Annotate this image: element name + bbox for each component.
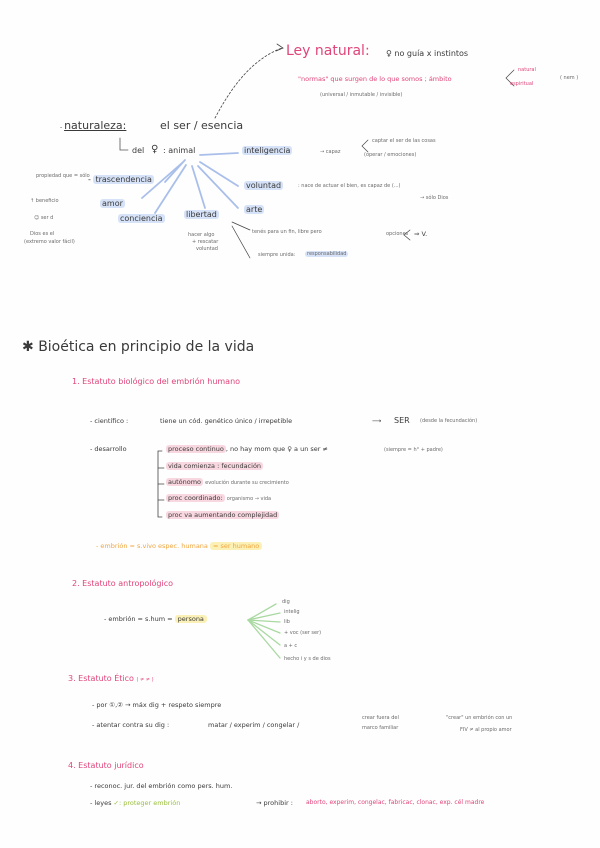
s3-crear-2: marco familiar xyxy=(362,725,399,731)
s3-line-2: - atentar contra su dig : xyxy=(92,721,170,729)
s2-item-1: dig xyxy=(282,599,290,605)
espiritual-label: espiritual xyxy=(510,81,534,87)
desarrollo-label-text: desarrollo xyxy=(94,445,127,453)
s3-title-text: 3. Estatuto Ético xyxy=(68,674,134,683)
desarrollo-item-3 xyxy=(166,479,289,486)
d1-text: proceso continuo xyxy=(168,445,224,453)
desarrollo-label: - desarrollo xyxy=(90,445,127,453)
d1b-text: , no hay mom que ♀ a un ser ≠ xyxy=(225,445,328,453)
node-conciencia xyxy=(118,215,165,223)
s2-text-value: embrión = s.hum = xyxy=(108,615,173,623)
bioetica-title: ✱ Bioética en principio de la vida xyxy=(22,339,255,355)
embrion-line-a: embrión = s.vivo espec. humana xyxy=(100,542,208,550)
trascendencia-text: trascendencia xyxy=(95,175,152,184)
s4-leyes: leyes xyxy=(94,799,112,807)
s4-prohibir: → prohibir : xyxy=(256,799,293,807)
s1-title: 1. Estatuto biológico del embrión humano xyxy=(72,377,241,386)
node-amor xyxy=(100,200,125,208)
dios-es-el-note: Dios es el xyxy=(30,231,55,237)
s4-line-1-text: reconoc. jur. del embrión como pers. hum. xyxy=(94,782,233,790)
libertad-end: ⇒ V. xyxy=(414,230,428,238)
ley-natural-title: Ley natural: xyxy=(286,43,370,59)
libertad-text: libertad xyxy=(186,210,217,219)
s3-options: matar / experim / congelar / xyxy=(208,721,300,729)
libertad-sub-2: + rescatar xyxy=(192,239,219,245)
desarrollo-item-1-note: (siempre = h° + padre) xyxy=(384,447,443,453)
beneficio-note: ↑ beneficio xyxy=(30,198,59,204)
siempre-unida: siempre unida: xyxy=(258,252,296,258)
persona-text: persona xyxy=(175,615,207,623)
inteligencia-text: inteligencia xyxy=(244,146,291,155)
s3-title xyxy=(68,675,154,683)
ser-note: (desde la fecundación) xyxy=(420,418,478,424)
ley-natural-desc xyxy=(386,50,468,58)
naturaleza-label: naturaleza: xyxy=(64,119,127,132)
desarrollo-item-4 xyxy=(166,495,271,502)
ser-arrow: ⟶ xyxy=(372,417,382,425)
responsabilidad-note xyxy=(305,252,348,257)
animal-label: : animal xyxy=(163,146,196,155)
ser-label: SER xyxy=(394,416,410,425)
node-voluntad xyxy=(244,182,283,190)
s4-line-2: - leyes ✓: proteger embrión xyxy=(90,799,181,807)
capaz-line-1: captar el ser de las cosas xyxy=(372,138,436,144)
node-inteligencia xyxy=(242,147,292,155)
ser-d-text: ser d xyxy=(40,215,54,221)
embrion-line-b: = ser humano xyxy=(210,542,262,550)
voluntad-text: voluntad xyxy=(246,181,282,190)
arte-text: arte xyxy=(246,205,263,214)
d4-text: proc coordinado: xyxy=(168,494,223,502)
s4-title: 4. Estatuto jurídico xyxy=(68,761,144,770)
d4b-text: organismo → vida xyxy=(226,496,272,502)
s4-line-1: - reconoc. jur. del embrión como pers. hum. xyxy=(90,782,233,790)
libertad-opts: opciones xyxy=(386,231,409,237)
s2-title: 2. Estatuto antropológico xyxy=(72,579,174,588)
person-icon: ♀ xyxy=(386,49,392,58)
s2-item-4: + voc (ser ser) xyxy=(284,630,322,636)
desarrollo-item-1 xyxy=(166,446,328,453)
del-label: del xyxy=(132,146,145,155)
desarrollo-item-2 xyxy=(166,463,263,470)
propiedad-note: propiedad que = sólo xyxy=(36,173,90,179)
d3-text: autónomo xyxy=(168,478,202,486)
libertad-sub-1: hacer algo xyxy=(188,232,215,238)
embrion-line: - embrión = s.vivo espec. humana = ser humano xyxy=(96,543,262,550)
ser-esencia: el ser / esencia xyxy=(160,119,244,132)
cientifico-label-text: científico : xyxy=(94,417,129,425)
s3-sub: ( ≠ ≠ ) xyxy=(136,677,154,683)
s2-item-2: intelig xyxy=(284,609,300,615)
conciencia-text: conciencia xyxy=(120,214,163,223)
node-arte xyxy=(244,206,264,214)
s3-line-1: - por ①,② → máx dig + respeto siempre xyxy=(92,701,222,709)
d5-text: proc va aumentando complejidad xyxy=(168,511,278,519)
libertad-sub-3: voluntad xyxy=(196,246,218,252)
s4-proteger: ✓: proteger embrión xyxy=(113,799,181,807)
person-symbol-icon: ♀ xyxy=(151,144,159,155)
libertad-desc: tenés para un fin, libre pero xyxy=(252,229,322,235)
node-libertad xyxy=(184,211,219,219)
amor-text: amor xyxy=(102,199,123,208)
d3b-text: evolución durante su crecimiento xyxy=(205,480,289,486)
desarrollo-item-5 xyxy=(166,512,279,519)
s2-item-3: lib xyxy=(284,619,290,625)
normas-sub: (universal / inmutable / invisible) xyxy=(320,92,403,98)
capaz-line-2: (operar / emociones) xyxy=(364,152,417,158)
s3-right-2: FIV ≠ al propio amor xyxy=(460,727,512,733)
normas-line: "normas" que surgen de lo que somos ; ámbito xyxy=(298,75,452,83)
d2-text: vida comienza : fecundación xyxy=(168,462,262,470)
nem-note: ( nem ) xyxy=(560,75,579,81)
s3-line-2-text: atentar contra su dig : xyxy=(96,721,170,729)
s2-item-5: a + c xyxy=(284,643,298,649)
ser-d-note: ☺ ser d xyxy=(34,215,54,221)
naturaleza-heading: - naturaleza: xyxy=(60,119,127,132)
capaz-label: → capaz xyxy=(320,149,341,155)
voluntad-desc: : nace de actuar el bien, es capaz de (...) xyxy=(298,183,401,189)
s3-right-1: "crear" un embrión con un xyxy=(446,715,513,721)
s2-item-6: hecho i y s de dios xyxy=(284,656,331,662)
ley-desc-text: no guía x instintos xyxy=(394,49,469,58)
s2-text: - embrión = s.hum = persona xyxy=(104,616,207,623)
natural-label: natural xyxy=(518,67,536,73)
bioetica-title-text: Bioética en principio de la vida xyxy=(38,339,255,355)
cientifico-label: - científico : xyxy=(90,417,129,425)
voluntad-sub: → sólo Dios xyxy=(420,195,449,201)
s3-line-1-text: por ①,② → máx dig + respeto siempre xyxy=(96,701,222,709)
node-trascendencia: - trascendencia xyxy=(88,175,152,184)
cientifico-text: tiene un cód. genético único / irrepetible xyxy=(160,417,293,425)
s4-prohibir-list: aborto, experim, congelac, fabricac, clonac, exp. cél madre xyxy=(306,799,485,806)
dios-sub-note: (extremo valor fácil) xyxy=(24,239,75,245)
s3-crear-1: crear fuera del xyxy=(362,715,399,721)
responsabilidad-text: responsabilidad xyxy=(307,251,347,257)
